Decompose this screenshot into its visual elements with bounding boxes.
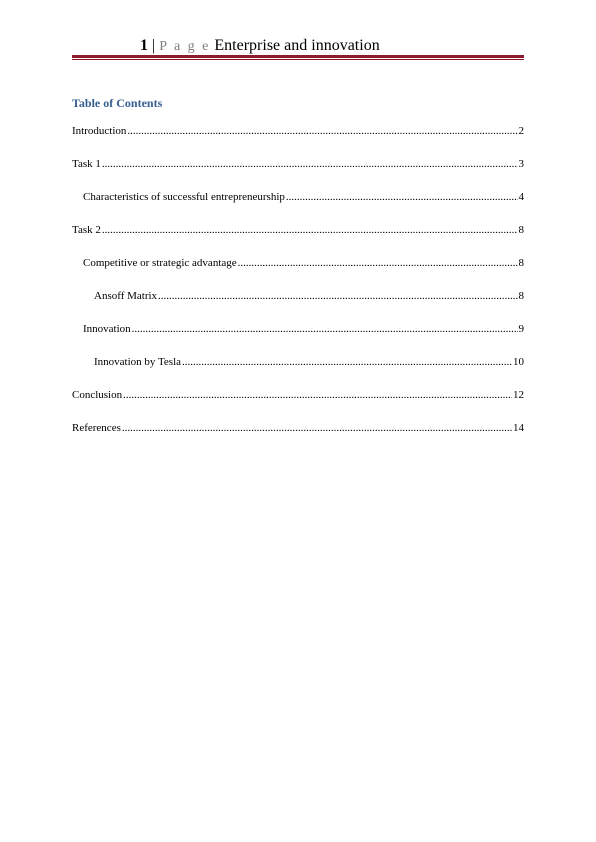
toc-entry-page: 8 bbox=[518, 290, 524, 302]
toc-entry-page: 14 bbox=[513, 422, 524, 434]
toc-leader-dots bbox=[127, 124, 517, 138]
toc-entry-ansoff-matrix[interactable] bbox=[94, 289, 524, 303]
toc-entry-page: 3 bbox=[518, 158, 524, 170]
toc-entry-references[interactable] bbox=[72, 421, 524, 435]
header-document-title: Enterprise and innovation bbox=[214, 37, 380, 54]
toc-title: Table of Contents bbox=[72, 96, 163, 110]
toc-entry-page: 8 bbox=[518, 224, 524, 236]
toc-entry-page: 9 bbox=[518, 323, 524, 335]
toc-entry-label: Task 1 bbox=[72, 158, 101, 170]
header-rule-thick bbox=[72, 55, 524, 58]
header-page-word: P a g e bbox=[159, 39, 211, 54]
toc-entry-label: Introduction bbox=[72, 125, 127, 137]
toc-entry-label: Innovation bbox=[83, 323, 131, 335]
toc-entry-page: 2 bbox=[518, 125, 524, 137]
toc-entry-page: 8 bbox=[518, 257, 524, 269]
toc-entry-label: Innovation by Tesla bbox=[94, 356, 182, 368]
toc-entry-introduction[interactable] bbox=[72, 124, 524, 138]
toc-leader-dots bbox=[102, 223, 518, 237]
header-separator: | bbox=[152, 37, 156, 54]
toc-entry-page: 4 bbox=[518, 191, 524, 203]
toc-leader-dots bbox=[158, 289, 517, 303]
toc-entry-label: Task 2 bbox=[72, 224, 101, 236]
toc-entry-innovation-by-tesla[interactable] bbox=[94, 355, 524, 369]
toc-entry-conclusion[interactable] bbox=[72, 388, 524, 402]
toc-leader-dots bbox=[102, 157, 518, 171]
toc-entry-characteristics[interactable] bbox=[83, 190, 524, 204]
toc-leader-dots bbox=[182, 355, 512, 369]
toc-entry-label: Conclusion bbox=[72, 389, 123, 401]
page-header bbox=[0, 36, 596, 56]
toc-entry-label: References bbox=[72, 422, 121, 434]
toc-entry-task-2[interactable] bbox=[72, 223, 524, 237]
toc-entry-label: Competitive or strategic advantage bbox=[83, 257, 237, 269]
toc-leader-dots bbox=[123, 388, 512, 402]
toc-entry-innovation[interactable] bbox=[83, 322, 524, 336]
toc-entry-label: Characteristics of successful entrepreneurship bbox=[83, 191, 285, 203]
toc-leader-dots bbox=[132, 322, 518, 336]
toc-entry-task-1[interactable] bbox=[72, 157, 524, 171]
toc-leader-dots bbox=[238, 256, 518, 270]
toc-entry-label: Ansoff Matrix bbox=[94, 290, 158, 302]
toc-entry-page: 10 bbox=[513, 356, 524, 368]
toc-leader-dots bbox=[286, 190, 518, 204]
toc-leader-dots bbox=[122, 421, 512, 435]
toc-entry-page: 12 bbox=[513, 389, 524, 401]
header-page-number: 1 bbox=[140, 37, 148, 54]
toc-entry-competitive-advantage[interactable] bbox=[83, 256, 524, 270]
header-line bbox=[140, 36, 380, 57]
header-rule-thin bbox=[72, 59, 524, 60]
